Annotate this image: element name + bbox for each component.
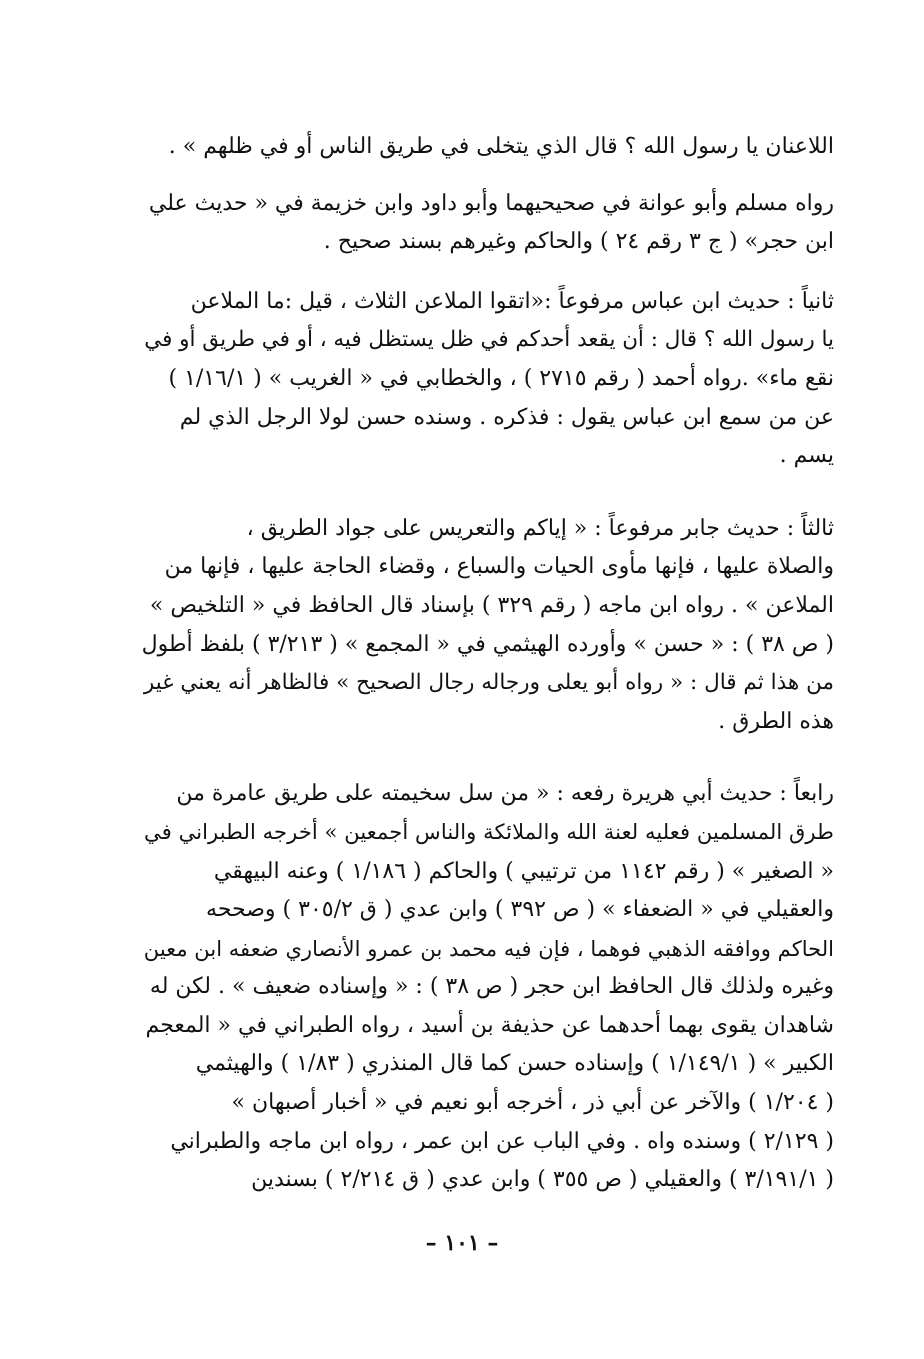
text-line: الملاعن » . رواه ابن ماجه ( رقم ٣٢٩ ) بإسناد قال الحافظ في « التلخيص » [149, 592, 834, 618]
paragraph-gap [140, 262, 834, 283]
text-line: والصلاة عليها ، فإنها مأوى الحيات والسباع ، وقضاء الحاجة عليها ، فإنها من [164, 554, 834, 580]
paragraph-second-hadith [140, 283, 834, 476]
paragraph-gap [140, 741, 834, 775]
text-line: والعقيلي في « الضعفاء » ( ص ٣٩٢ ) وابن عدي ( ق ٣٠٥/٢ ) وصححه [206, 897, 834, 923]
paragraph-third-hadith [140, 510, 834, 742]
text-line: ( ٣/١٩١/١ ) والعقيلي ( ص ٣٥٥ ) وابن عدي ( ق ٢/٢١٤ ) بسندين [251, 1167, 834, 1193]
paragraph-continuation [140, 128, 834, 167]
text-line: عن من سمع ابن عباس يقول : فذكره . وسنده حسن لولا الرجل الذي لم [179, 404, 834, 430]
paragraph-narration [140, 185, 834, 262]
text-line: يا رسول الله ؟ قال : أن يقعد أحدكم في ظل يستظل فيه ، أو في طريق أو في [144, 327, 834, 353]
text-line: ثانياً : حديث ابن عباس مرفوعاً :«اتقوا الملاعن الثلاث ، قيل :ما الملاعن [190, 288, 834, 314]
text-line: رواه مسلم وأبو عوانة في صحيحيهما وأبو داود وابن خزيمة في « حديث علي [148, 190, 834, 216]
text-line: يسم . [779, 443, 834, 469]
paragraph-fourth-hadith [140, 775, 834, 1200]
text-line: « الصغير » ( رقم ١١٤٢ من ترتيبي ) والحاكم ( ١/١٨٦ ) وعنه البيهقي [213, 858, 834, 884]
text-line: وغيره ولذلك قال الحافظ ابن حجر ( ص ٣٨ ) : « وإسناده ضعيف » . لكن له [149, 974, 834, 1000]
text-line: شاهدان يقوى بهما أحدهما عن حذيفة بن أسيد ، رواه الطبراني في « المعجم [145, 1012, 834, 1038]
document-page [140, 128, 834, 1200]
text-line: نقع ماء» .رواه أحمد ( رقم ٢٧١٥ ) ، والخطابي في « الغريب » ( ١/١٦/١ ) [168, 365, 834, 391]
paragraph-gap [140, 476, 834, 510]
text-line: من هذا ثم قال : « رواه أبو يعلى ورجاله رجال الصحيح » فالظاهر أنه يعني غير [143, 670, 834, 696]
text-line: ( ص ٣٨ ) : « حسن » وأورده الهيثمي في « المجمع » ( ٣/٢١٣ ) بلفظ أطول [141, 631, 834, 657]
text-line: ( ٢/١٢٩ ) وسنده واه . وفي الباب عن ابن عمر ، رواه ابن ماجه والطبراني [170, 1128, 834, 1154]
text-line: ثالثاً : حديث جابر مرفوعاً : « إياكم والتعريس على جواد الطريق ، [246, 515, 834, 541]
text-line: اللاعنان يا رسول الله ؟ قال الذي يتخلى في طريق الناس أو في ظلهم » . [168, 134, 834, 159]
text-line: طرق المسلمين فعليه لعنة الله والملائكة والناس أجمعين » أخرجه الطبراني في [144, 819, 834, 845]
text-line: هذه الطرق . [718, 708, 834, 734]
text-line: الكبير » ( ١/١٤٩/١ ) وإسناده حسن كما قال المنذري ( ١/٨٣ ) والهيثمي [195, 1051, 834, 1077]
text-line: ( ١/٢٠٤ ) والآخر عن أبي ذر ، أخرجه أبو نعيم في « أخبار أصبهان » [231, 1090, 834, 1116]
text-line: رابعاً : حديث أبي هريرة رفعه : « من سل سخيمته على طريق عامرة من [176, 781, 834, 807]
text-line: الحاكم ووافقه الذهبي فوهما ، فإن فيه محمد بن عمرو الأنصاري ضعفه ابن معين [143, 935, 834, 961]
paragraph-gap [140, 167, 834, 185]
text-line: ابن حجر» ( ج ٣ رقم ٢٤ ) والحاكم وغيرهم بسند صحيح . [323, 229, 834, 255]
page-number: – ١٠١ – [425, 1230, 499, 1256]
